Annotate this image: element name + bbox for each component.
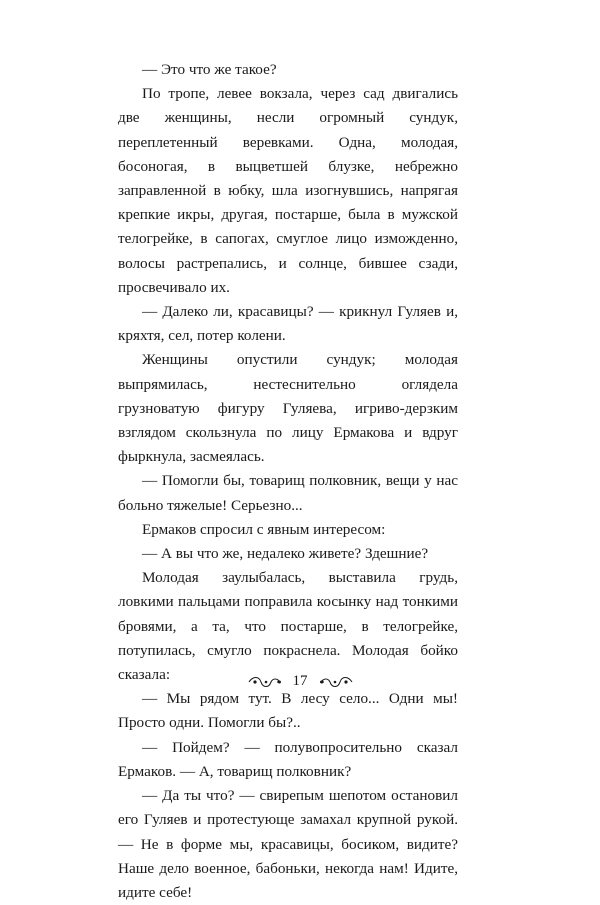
paragraph: — Мы рядом тут. В лесу село... Одни мы! Просто одни. Помогли бы?.. [118,690,458,732]
paragraph: — Пойдем? — полувопросительно сказал Ермаков. — А, товарищ полковник? [118,738,458,780]
ornament-flourish-icon [247,675,283,689]
paragraph: — Помогли бы, товарищ полковник, вещи у нас больно тяжелые! Серьезно... [118,472,458,514]
ornament-flourish-icon [318,675,354,689]
paragraph: — Далеко ли, красавицы? — крикнул Гуляев и, кряхтя, сел, потер колени. [118,303,458,345]
page-footer [0,673,600,690]
paragraph: — А вы что же, недалеко живете? Здешние? [142,545,429,563]
page-number: 17 [292,673,308,689]
paragraph: — Это что же такое? [142,61,277,78]
paragraph: Женщины опустили сундук; молодая выпрямилась, нестеснительно оглядела грузноватую фигуру Гуляева, игриво-дерзким взглядом скользнула по лицу Ермакова и вдруг фыркнула, засмеялась. [118,351,458,466]
page-body [118,58,458,905]
paragraph: По тропе, левее вокзала, через сад двигались две женщины, несли огромный сундук, переплетенный веревками. Одна, молодая, босоногая, в выцветшей блузке, небрежно заправленной в юбку, шла изогнувшись, напрягая крепкие икры, другая, постарше, была в мужской телогрейке, в сапогах, смуглое лицо изможденно, волосы растрепались, и солнце, бившее сзади, просвечивало их. [118,85,458,296]
paragraph: Молодая заулыбалась, выставила грудь, ловкими пальцами поправила косынку над тонкими бровями, а та, что постарше, в телогрейке, потупилась, смугло покраснела. Молодая бойко сказала: [118,569,458,684]
paragraph: Ермаков спросил с явным интересом: [142,520,386,538]
paragraph: — Да ты что? — свирепым шепотом остановил его Гуляев и протестующе замахал крупной рукой. — Не в форме мы, красавицы, босиком, видите? Наше дело военное, бабоньки, некогда нам! Идите, идите себе! [118,787,458,901]
